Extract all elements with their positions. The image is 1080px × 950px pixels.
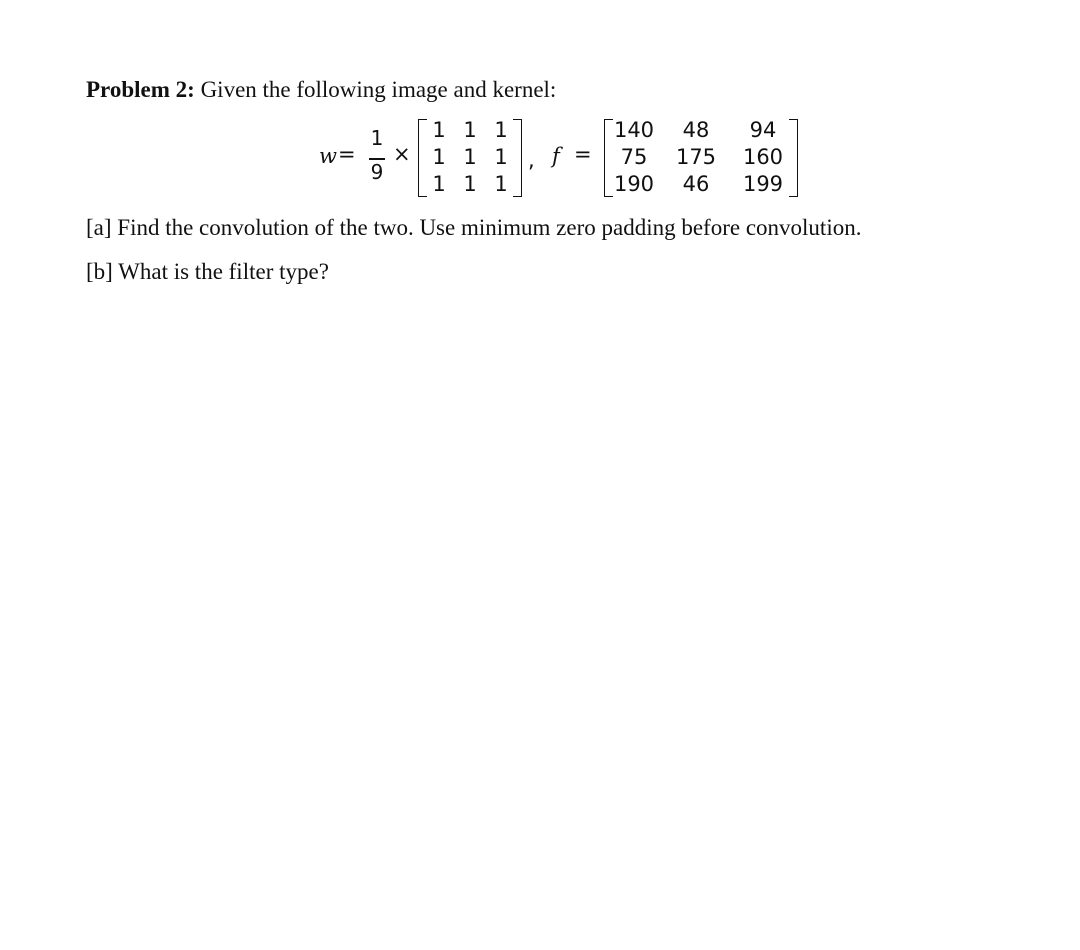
problem-label: Problem 2: — [86, 77, 195, 102]
image-cell: 199 — [742, 172, 784, 196]
image-cell: 190 — [613, 172, 655, 196]
kernel-cell: 1 — [432, 118, 446, 142]
kernel-cell: 1 — [494, 145, 508, 169]
image-matrix — [604, 117, 798, 199]
kernel-cell: 1 — [494, 172, 508, 196]
image-cell: 48 — [682, 118, 710, 142]
image-cell: 75 — [620, 145, 648, 169]
fraction-one-ninth — [366, 126, 388, 186]
kernel-grid — [424, 117, 516, 198]
kernel-matrix — [418, 117, 522, 199]
problem-statement — [86, 74, 556, 106]
kernel-cell: 1 — [463, 118, 477, 142]
image-cell: 160 — [742, 145, 784, 169]
image-cell: 175 — [675, 145, 717, 169]
kernel-cell: 1 — [432, 172, 446, 196]
question-b: [b] What is the filter type? — [86, 259, 329, 284]
comma: , — [528, 148, 535, 172]
times-sign: × — [393, 142, 411, 166]
image-grid — [610, 117, 792, 198]
w-symbol: w — [319, 144, 337, 168]
f-symbol: f — [552, 144, 560, 168]
kernel-cell: 1 — [432, 145, 446, 169]
image-cell: 94 — [749, 118, 777, 142]
image-cell: 46 — [682, 172, 710, 196]
kernel-cell: 1 — [463, 145, 477, 169]
kernel-right-bracket — [513, 119, 522, 197]
equals-sign-w: = — [338, 142, 356, 166]
image-cell: 140 — [613, 118, 655, 142]
fraction-numerator: 1 — [370, 126, 384, 150]
equals-sign-f: = — [574, 142, 592, 166]
kernel-cell: 1 — [463, 172, 477, 196]
image-right-bracket — [789, 119, 798, 197]
question-a: [a] Find the convolution of the two. Use minimum zero padding before convolution. — [86, 215, 862, 240]
kernel-cell: 1 — [494, 118, 508, 142]
problem-text: Given the following image and kernel: — [194, 77, 557, 102]
fraction-denominator: 9 — [370, 160, 384, 184]
equation-block — [0, 115, 1080, 205]
